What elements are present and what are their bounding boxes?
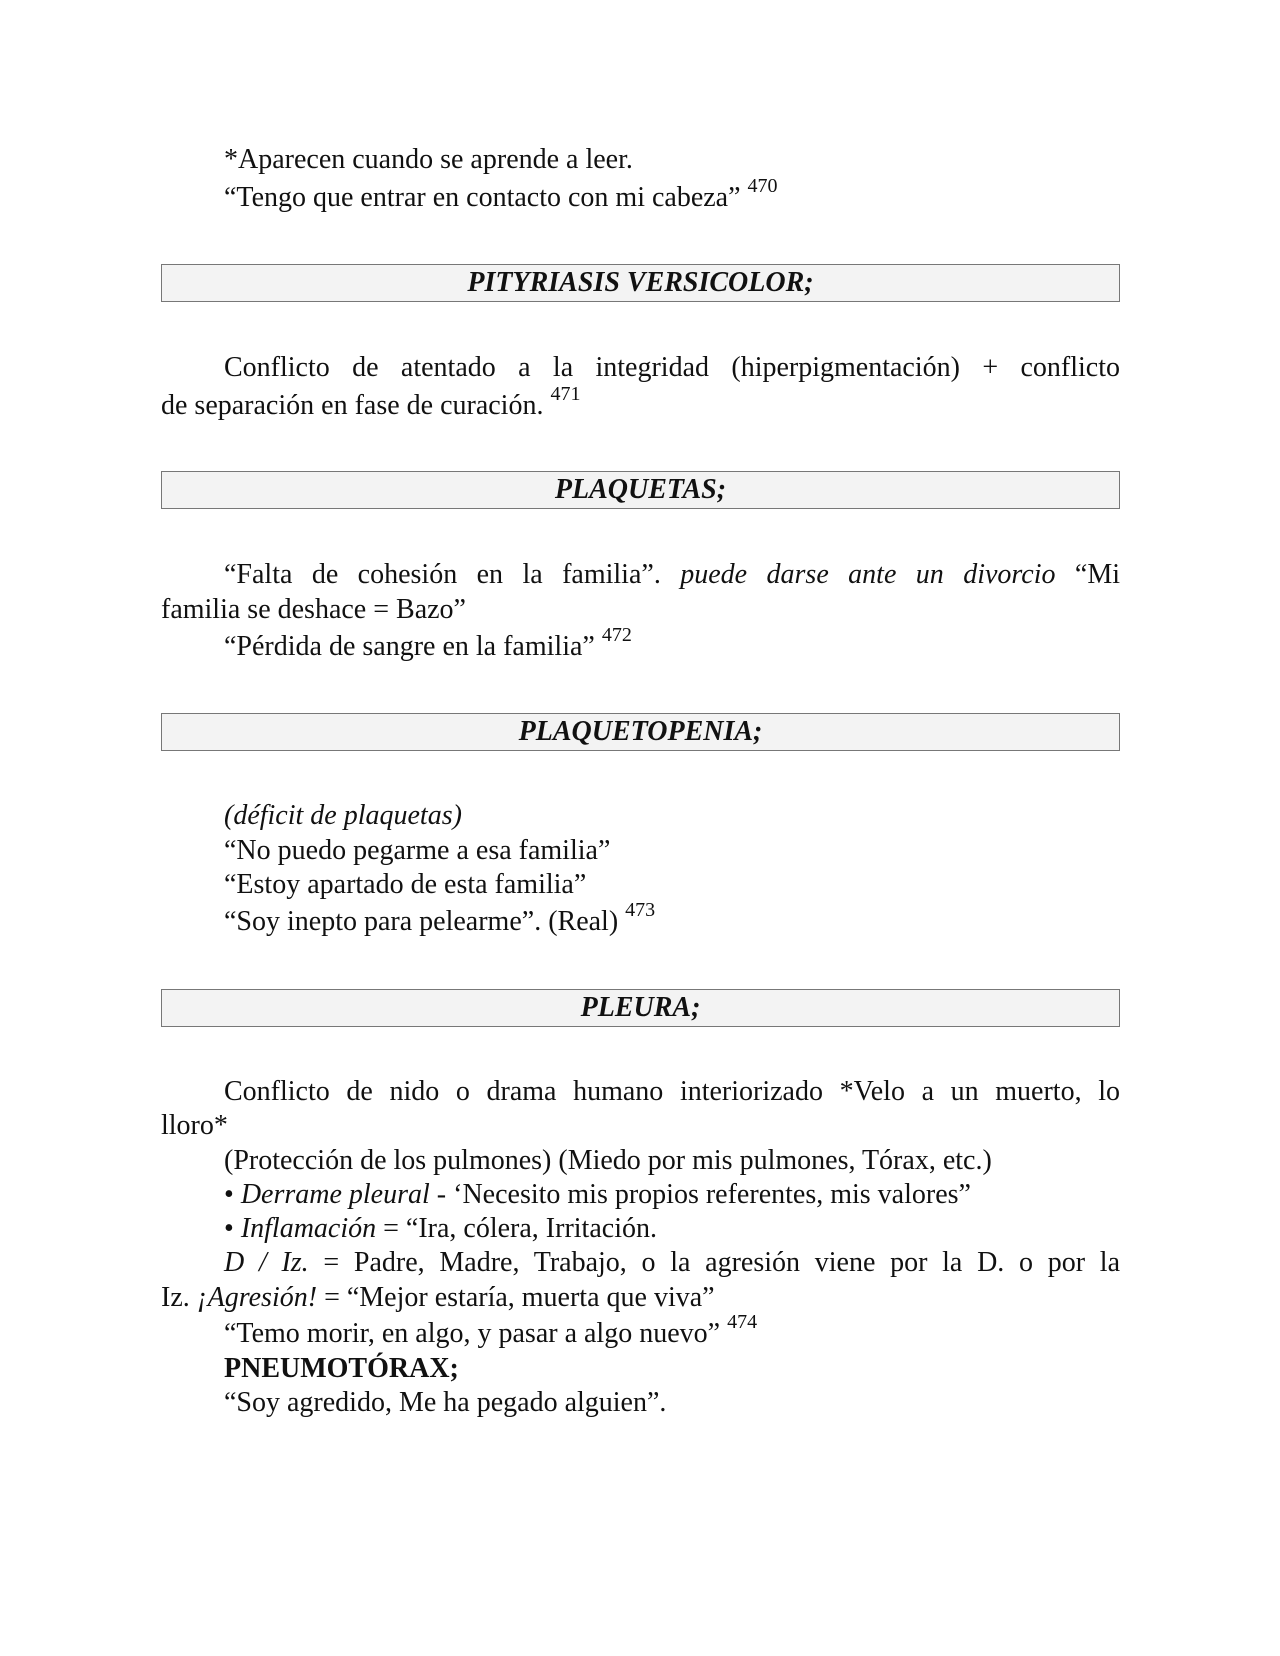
section-heading-plaquetas [161,471,1120,509]
plaquetopenia-line-2 [161,833,1120,869]
body-text: “Pérdida de sangre en la familia” [224,631,595,662]
body-text: - ‘Necesito mis propios referentes, mis valores” [436,1179,971,1210]
pleura-line-6 [161,1245,1120,1281]
pleura-line-8 [161,1310,1120,1352]
footnote-ref: 474 [727,1310,758,1333]
plaquetas-line-2 [161,592,1120,628]
body-text: “Temo morir, en algo, y pasar a algo nuevo” [224,1318,721,1349]
heading-text: PLAQUETOPENIA; [518,716,763,747]
italic-text: Derrame pleural [240,1179,430,1210]
pityriasis-line-1 [161,350,1120,386]
heading-text: PLEURA; [580,992,701,1023]
pleura-line-5 [161,1211,1120,1247]
pleura-line-10 [161,1385,1120,1421]
body-text: Conflicto de nido o drama humano interiorizado *Velo a un muerto, lo [224,1076,1120,1107]
pleura-line-2 [161,1108,1120,1144]
body-text: “Falta de cohesión en la familia”. [224,559,661,590]
plaquetas-line-1 [161,557,1120,593]
section-heading-pleura [161,989,1120,1027]
body-text: “Soy agredido, Me ha pegado alguien”. [224,1387,667,1418]
footnote-ref: 470 [747,174,778,197]
pleura-line-1 [161,1074,1120,1110]
pleura-line-9 [161,1351,1120,1387]
footnote-ref: 471 [550,382,581,405]
body-text: = “Mejor estaría, muerta que viva” [324,1282,715,1313]
italic-text: Inflamación [240,1213,377,1244]
heading-text: PITYRIASIS VERSICOLOR; [467,267,814,298]
heading-text: PLAQUETAS; [554,474,727,505]
intro-text-1: *Aparecen cuando se aprende a leer. [224,144,633,175]
intro-line-2 [161,174,1120,216]
body-text: (Protección de los pulmones) (Miedo por mis pulmones, Tórax, etc.) [224,1145,992,1176]
body-text: “No puedo pegarme a esa familia” [224,835,611,866]
plaquetas-line-3 [161,623,1120,665]
section-heading-plaquetopenia [161,713,1120,751]
body-text: Iz. [161,1282,190,1313]
body-text: = “Ira, cólera, Irritación. [383,1213,657,1244]
plaquetopenia-line-1 [161,798,1120,834]
body-text: de separación en fase de curación. [161,390,544,421]
intro-line-1 [161,142,1120,178]
body-text: lloro* [161,1110,228,1141]
pleura-line-3 [161,1143,1120,1179]
italic-text: puede darse ante un divorcio [680,559,1056,590]
body-text: “Mi [1074,559,1121,590]
body-text: “Soy inepto para pelearme”. (Real) [224,906,619,937]
footnote-ref: 473 [625,898,656,921]
body-text: Conflicto de atentado a la integridad (hiperpigmentación) + conflicto [224,352,1120,383]
italic-text: (déficit de plaquetas) [224,800,462,831]
italic-text: ¡Agresión! [196,1282,318,1313]
body-text: = Padre, Madre, Trabajo, o la agresión viene por la D. o por la [323,1247,1120,1278]
italic-text: D / Iz. [224,1247,309,1278]
intro-text-2: “Tengo que entrar en contacto con mi cabeza” [224,182,741,213]
plaquetopenia-line-4 [161,898,1120,940]
footnote-ref: 472 [601,623,632,646]
bullet-icon: • [224,1213,234,1244]
pityriasis-line-2 [161,382,1120,424]
bold-subheading: PNEUMOTÓRAX; [224,1353,459,1384]
bullet-icon: • [224,1179,234,1210]
plaquetopenia-line-3 [161,867,1120,903]
body-text: “Estoy apartado de esta familia” [224,869,587,900]
body-text: familia se deshace = Bazo” [161,594,466,625]
pleura-line-7 [161,1280,1120,1316]
section-heading-pityriasis [161,264,1120,302]
pleura-line-4 [161,1177,1120,1213]
